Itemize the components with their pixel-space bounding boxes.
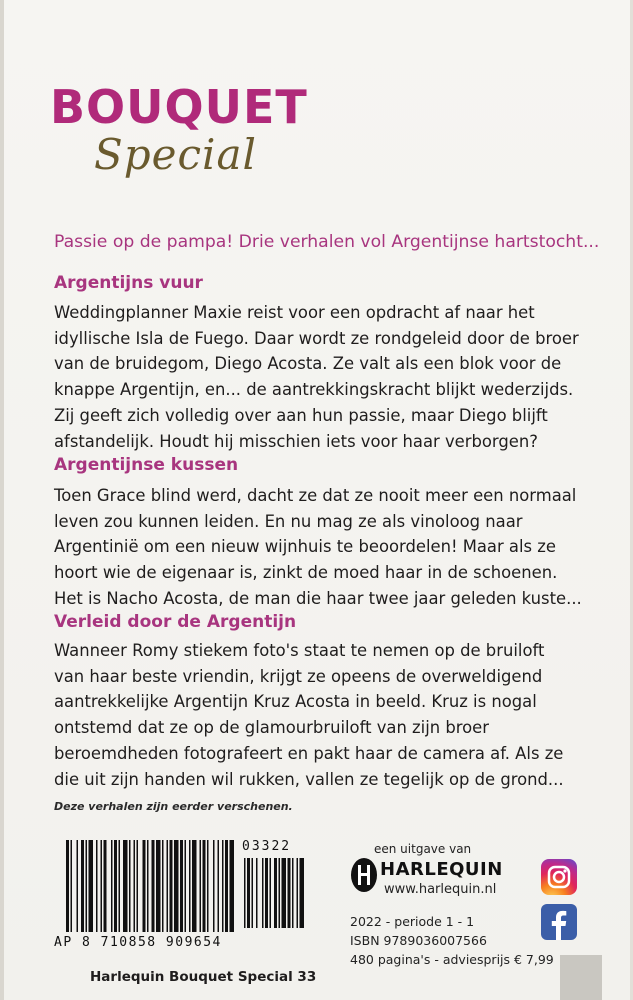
barcode-bar [66,840,69,932]
blurb-line: afstandelijk. Houdt hij misschien iets voor haar verborgen? [54,431,538,451]
barcode-bar [86,840,88,932]
barcode-bar [119,840,121,932]
blurb-line: Argentinië om een nieuw wijnhuis te beoordelen! Maar als ze [54,537,556,557]
barcode-bar [147,840,149,932]
barcode-addon-bar [279,858,281,928]
publisher-prefix: een uitgave van [374,842,472,856]
blurb-line: Zij geeft zich volledig over aan hun passie, maar Diego blijft [54,405,548,425]
publication-period: 2022 - periode 1 - 1 [350,914,475,929]
barcode-bar [180,840,183,932]
story-title: Argentijns vuur [54,273,203,293]
barcode-addon-digits: 03322 [242,839,292,854]
barcode-bar [81,840,84,932]
barcode-bar [174,840,179,932]
price-sticker-area [560,955,602,1000]
barcode-bar [114,840,117,932]
barcode-bar [185,840,187,932]
instagram-icon [541,859,577,895]
blurb-line: van haar beste vriendin, krijgt ze opeens de overweldigend [54,666,543,686]
barcode-bar [156,840,161,932]
blurb-line: aantrekkelijke Argentijn Kruz Acosta in beeld. Kruz is nogal [54,692,537,712]
logo-sub-text: Special [94,130,257,179]
blurb-line: Het is Nacho Acosta, de man die haar twee jaar geleden kuste... [54,588,582,608]
blurb-line: Toen Grace blind werd, dacht ze dat ze nooit meer een normaal [54,486,577,505]
blurb-line: Wanneer Romy stiekem foto's staat te nemen op de bruiloft [54,641,545,660]
barcode-addon-bar [252,858,254,928]
barcode-addon-bar [270,858,272,928]
barcode-addon-bar [244,858,246,928]
publisher-name: HARLEQUIN [380,859,503,880]
barcode-addon-bar [292,858,294,928]
blurb-line: hoort wie de eigenaar is, zinkt de moed haar in de schoenen. [54,563,558,583]
barcode-bar [96,840,98,932]
barcode-addon-bar [282,858,287,928]
barcode-bar [222,840,224,932]
facebook-icon [541,904,577,940]
harlequin-logo-icon [350,856,378,894]
story-title: Verleid door de Argentijn [54,612,297,632]
story-blurb [54,300,614,454]
barcode-bar [111,840,113,932]
barcode-bar [152,840,155,932]
barcode-bar [192,840,197,932]
logo-main-text: BOUQUET [50,80,308,134]
barcode-bar [104,840,107,932]
blurb-line: idyllische Isla de Fuego. Daar wordt ze rondgeleid door de broer [54,328,579,348]
barcode-bar [123,840,128,932]
publication-info [350,912,554,969]
barcode-addon-bar [247,858,250,928]
barcode-bar [167,840,169,932]
footer-title: Harlequin Bouquet Special 33 [90,969,317,985]
barcode-bar [137,840,139,932]
barcode-bar [134,840,136,932]
series-logo [50,80,310,190]
barcode-bar [162,840,164,932]
barcode-bar [189,840,191,932]
barcode-ean-text: AP 8 710858 909654 [54,935,222,950]
story-title: Argentijnse kussen [54,455,239,475]
blurb-line: Weddingplanner Maxie reist voor een opdracht af naar het [54,303,535,322]
previously-published-note: Deze verhalen zijn eerder verschenen. [54,800,293,813]
barcode-bar [200,840,202,932]
barcode-bar [203,840,206,932]
barcode-bar [71,840,73,932]
barcode-bar [77,840,79,932]
blurb-line: leven zou kunnen leiden. En nu mag ze als vinoloog naar [54,511,523,531]
barcode-bar [129,840,131,932]
blurb-line: beroemdheden fotografeert en pakt haar de camera af. Als ze [54,743,564,763]
barcode-bar [207,840,209,932]
pages-price: 480 pagina's - adviesprijs € 7,99 [350,952,554,967]
publisher-url: www.harlequin.nl [384,882,497,897]
barcode-addon-bar [265,858,268,928]
blurb-line: van de bruidegom, Diego Acosta. Ze valt als een blok voor de [54,354,562,374]
story-blurb [54,638,614,792]
barcode-addon-bar [274,858,277,928]
blurb-line: knappe Argentijn, en... de aantrekkingskracht blijkt wederzijds. [54,380,574,400]
barcode-bar [213,840,215,932]
barcode-bar [230,840,235,932]
barcode-addon-bar [256,858,258,928]
isbn: ISBN 9789036007566 [350,933,487,948]
barcode-bar [225,840,228,932]
barcode-bar [101,840,103,932]
barcode-addon-bar [262,858,264,928]
story-blurb [54,483,614,612]
barcode-addon-bar [297,858,299,928]
blurb-line: die uit zijn handen wil rukken, vallen ze tegelijk op de grond... [54,769,564,789]
barcode-addon-bar [300,858,305,928]
barcode-bar [143,840,146,932]
barcode-bar [218,840,220,932]
barcode-addon-bar [288,858,291,928]
tagline: Passie op de pampa! Drie verhalen vol Argentijnse hartstocht... [54,232,600,252]
blurb-line: ontstemd dat ze op de glamourbruiloft van zijn broer [54,718,489,738]
barcode-bar [89,840,94,932]
barcode-bar [170,840,173,932]
